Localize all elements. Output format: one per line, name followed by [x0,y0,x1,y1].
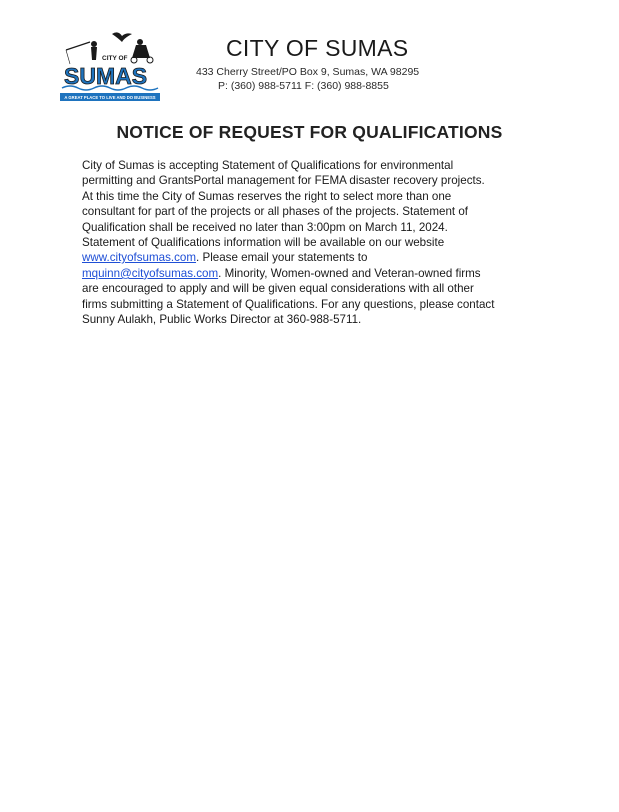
body-line: At this time the City of Sumas reserves the right to select more than one [82,189,452,203]
body-line: permitting and GrantsPortal management for FEMA disaster recovery projects. [82,174,485,188]
city-logo-icon [60,30,160,102]
svg-text:SUMAS: SUMAS [64,63,148,89]
city-address: 433 Cherry Street/PO Box 9, Sumas, WA 98295 [196,66,420,78]
svg-text:A GREAT PLACE TO LIVE AND DO B: A GREAT PLACE TO LIVE AND DO BUSINESS [64,95,156,100]
body-line: Statement of Qualifications information will be available on our website [82,236,445,250]
body-text-fragment: . Please email your statements to [196,251,368,265]
body-line: City of Sumas is accepting Statement of Qualifications for environmental [82,159,454,172]
body-line: are encouraged to apply and will be given equal considerations with all other [82,282,474,296]
body-text-fragment: . Minority, Women-owned and Veteran-owned firms [218,266,481,280]
notice-body [82,158,552,327]
city-logo [60,30,160,102]
body-line: firms submitting a Statement of Qualifications. For any questions, please contact [82,297,495,311]
body-line: Sunny Aulakh, Public Works Director at 360-988-5711. [82,313,362,327]
body-line [82,266,552,281]
body-line [82,250,552,265]
city-name-heading: CITY OF SUMAS [226,35,409,61]
email-link[interactable]: mquinn@cityofsumas.com [82,266,219,280]
body-line: consultant for part of the projects or all phases of the projects. Statement of [82,205,469,219]
notice-title: NOTICE OF REQUEST FOR QUALIFICATIONS [116,122,503,142]
body-line: Qualification shall be received no later than 3:00pm on March 11, 2024. [82,220,448,234]
svg-text:CITY OF: CITY OF [102,55,128,62]
website-link[interactable]: www.cityofsumas.com [82,251,197,265]
city-phone-fax: P: (360) 988-5711 F: (360) 988-8855 [218,80,389,92]
